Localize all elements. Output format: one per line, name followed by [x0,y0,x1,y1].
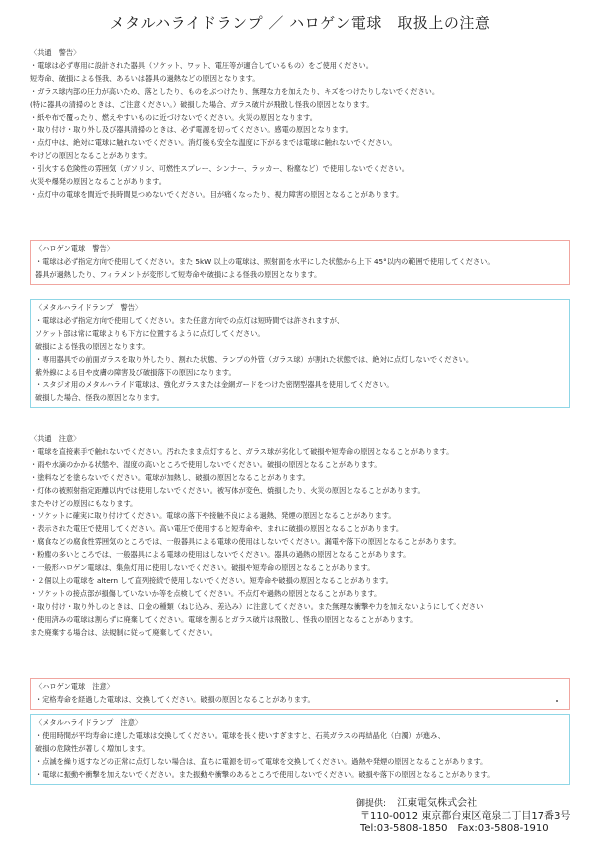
common-caution-section [30,433,570,640]
list-item: 器具が過熱したり、フィラメントが変形して短寿命や破損による怪我の原因となります。 [35,269,322,279]
list-item: またやけどの原因にもなります。 [30,498,138,508]
company-address: 〒110-0012 東京都台東区竜泉二丁目17番3号 [360,810,571,822]
list-item: また廃棄する場合は、法規制に従って廃棄してください。 [30,627,217,637]
company-contact: Tel:03-5808-1850 Fax:03-5808-1910 [360,823,549,834]
list-item: 短寿命、破損による怪我、あるいは器具の過熱などの原因となります。 [30,73,260,83]
halogen-caution-box [30,678,570,710]
list-item: ・使用時間が平均寿命に達した電球は交換してください。電球を長く使いすぎますと、石英ガラスの再結晶化（白濁）が進み、 [35,730,445,740]
list-item: ・雨や水滴のかかる状態や、湿度の高いところで使用しないでください。破損の原因となることがあります。 [30,459,382,469]
metal-halide-warning-box [30,299,570,408]
list-item: ・引火する危険性の雰囲気（ガソリン、可燃性スプレー、シンナー、ラッカー、粉塵など）で使用しないでください。 [30,164,409,174]
section-heading: 〈ハロゲン電球 警告〉 [35,244,114,253]
list-item: ・表示された電圧で使用してください。高い電圧で使用すると短寿命や、まれに破損の原因となることがあります。 [30,524,404,534]
stray-mark [556,700,558,702]
list-item: 破損の危険性が著しく増加します。 [35,743,150,753]
metal-halide-caution-box [30,714,570,785]
list-item: ソケット部は常に電球よりも下方に位置するように点灯してください。 [35,328,265,338]
supplier-footer [356,798,596,836]
list-item: ・取り付け・取り外しのときは、口金の種類（ねじ込み、差込み）に注意してください。また無理な衝撃や力を加えないようにしてください [30,601,484,611]
list-item: ・電球は必ず専用に設計された器具（ソケット、ワット、電圧等が適合しているもの）をご使用ください。 [30,60,373,70]
list-item: ・塗料などを塗らないでください。電球が加熱し、破損の原因となることがあります。 [30,472,310,482]
list-item: ・粉塵の多いところでは、一般器具による電球の使用はしないでください。器具の過熱の原因となることがあります。 [30,550,411,560]
list-item: やけどの原因となることがあります。 [30,151,152,161]
list-item: ・２個以上の電球を altern して直列接続で使用しないでください。短寿命や破損の原因となることがあります。 [30,575,393,585]
supplier-label: 御提供: [356,799,387,809]
list-item: ・電球は必ず指定方向で使用してください。また任意方向での点灯は短時間では許されますが、 [35,315,345,325]
list-item: 火災や爆発の原因となることがあります。 [30,177,166,187]
section-heading: 〈共通 警告〉 [30,48,81,57]
list-item: ・一般形ハロゲン電球は、集魚灯用に使用しないでください。破損や短寿命の原因となることがあります。 [30,563,375,573]
list-item: ・点灯中の電球を間近で長時間見つめないでください。目が痛くなったり、視力障害の原因となることがあります。 [30,189,404,199]
list-item: ・灯体の被照射指定距離以内では使用しないでください。被写体が変色、焼損したり、火災の原因となることがあります。 [30,485,425,495]
list-item: 紫外線による目や皮膚の障害及び破損落下の原因になります。 [35,367,236,377]
list-item: ・スタジオ用のメタルハライド電球は、強化ガラスまたは金網ガードをつけた密閉型器具を使用してください。 [35,380,394,390]
section-heading: 〈ハロゲン電球 注意〉 [35,682,114,691]
list-item: ・電球に振動や衝撃を加えないでください。また振動や衝撃のあるところで使用しないでください。破損や落下の原因となることがあります。 [35,769,495,779]
list-item: ・ソケットの接点部が損傷していないか等を点検してください。不点灯や過熱の原因となることがあります。 [30,588,382,598]
list-item: ・定格寿命を経過した電球は、交換してください。破損の原因となることがあります。 [35,694,315,704]
supplier-company-row [356,798,596,811]
list-item: 破損による怪我の原因となります。 [35,341,150,351]
list-item: ・電球は必ず指定方向で使用してください。また 5kW 以上の電球は、照射面を水平にした状態から上下 45°以内の範囲で使用してください。 [35,256,495,266]
list-item: ・腐食などの腐食性雰囲気のところでは、一般器具による電球の使用はしないでください。漏電や落下の原因となることがあります。 [30,537,461,547]
list-item: (特に器具の清掃のときは、ご注意ください。）破損した場合、ガラス破片が飛散し怪我の原因となります。 [30,99,374,109]
section-heading: 〈メタルハライドランプ 警告〉 [35,303,143,312]
page-title: メタルハライドランプ ／ ハロゲン電球 取扱上の注意 [109,14,491,32]
common-warning-section [30,47,570,202]
halogen-warning-box [30,240,570,285]
list-item: ・取り付け・取り外し及び器具清掃のときは、必ず電源を切ってください。感電の原因となります。 [30,125,353,135]
list-item: ・点滅を繰り返すなどの正常に点灯しない場合は、直ちに電源を切って電球を交換してください。過熱や発煙の原因となることがあります。 [35,756,488,766]
list-item: ・紙や布で覆ったり、燃えやすいものに近づけないでください。火災の原因となります。 [30,112,317,122]
section-heading: 〈共通 注意〉 [30,434,81,443]
list-item: 破損した場合、怪我の原因となります。 [35,393,164,403]
list-item: ・ソケットに確実に取り付けてください。電球の落下や接触不良による過熱、発煙の原因となることがあります。 [30,511,396,521]
list-item: ・電球を直接素手で触れないでください。汚れたまま点灯すると、ガラス球が劣化して破損や短寿命の原因となることがあります。 [30,446,454,456]
company-name: 江東電気株式会社 [397,798,478,809]
list-item: ・点灯中は、絶対に電球に触れないでください。消灯後も安全な温度に下がるまでは電球に触れないでください。 [30,138,397,148]
list-item: ・専用器具での前面ガラスを取り外したり、割れた状態、ランプの外管（ガラス球）が割れた状態では、絶対に点灯しないでください。 [35,354,474,364]
list-item: ・使用済みの電球は割らずに廃棄してください。電球を割るとガラス破片は飛散し、怪我の原因となることがあります。 [30,614,418,624]
section-heading: 〈メタルハライドランプ 注意〉 [35,718,143,727]
list-item: ・ガラス球内部の圧力が高いため、落としたり、ものをぶつけたり、無理な力を加えたり、キズをつけたりしないでください。 [30,86,440,96]
